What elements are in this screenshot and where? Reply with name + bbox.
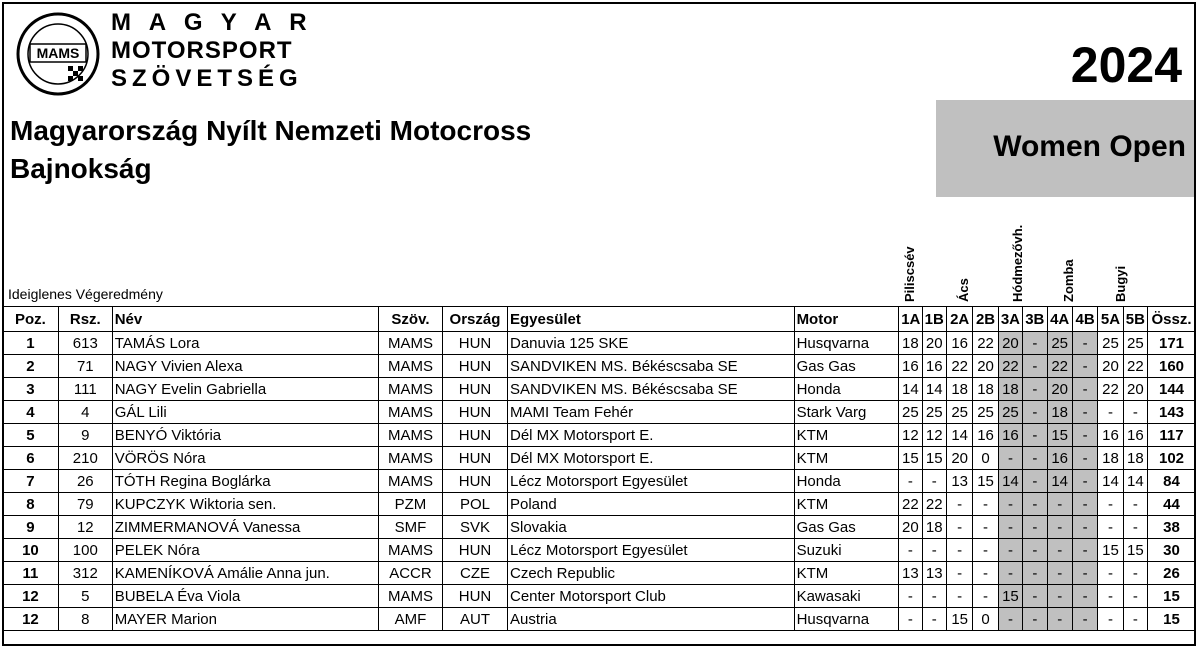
score-cell: 16	[998, 424, 1022, 447]
score-cell: 14	[1047, 470, 1072, 493]
score-cell: 20	[973, 355, 998, 378]
score-cell: 16	[946, 332, 972, 355]
table-row	[3, 401, 1196, 424]
table-row	[3, 516, 1196, 539]
number-cell: 8	[58, 608, 112, 631]
total-cell: 26	[1148, 562, 1196, 585]
club-cell: Czech Republic	[508, 562, 795, 585]
score-cell: -	[899, 539, 922, 562]
score-cell: -	[1023, 355, 1047, 378]
federation-cell: AMF	[378, 608, 442, 631]
col-fed: Szöv.	[378, 307, 442, 332]
score-cell: 15	[922, 447, 946, 470]
title-line-2: Bajnokság	[10, 153, 152, 184]
score-cell: -	[1047, 493, 1072, 516]
total-cell: 117	[1148, 424, 1196, 447]
score-cell: -	[1123, 562, 1147, 585]
header-row	[3, 307, 1196, 332]
score-cell: -	[1047, 585, 1072, 608]
score-cell: 16	[1123, 424, 1147, 447]
org-name	[111, 9, 313, 93]
score-cell: -	[1123, 493, 1147, 516]
federation-cell: MAMS	[378, 332, 442, 355]
score-cell: 16	[973, 424, 998, 447]
pos-cell: 10	[3, 539, 59, 562]
score-cell: -	[899, 470, 922, 493]
score-cell: -	[1047, 539, 1072, 562]
number-cell: 210	[58, 447, 112, 470]
score-cell: -	[998, 608, 1022, 631]
federation-cell: MAMS	[378, 424, 442, 447]
name-cell: KUPCZYK Wiktoria sen.	[112, 493, 378, 516]
motor-cell: Husqvarna	[794, 608, 899, 631]
score-cell: -	[1098, 608, 1123, 631]
score-cell: -	[1072, 608, 1097, 631]
score-cell: -	[922, 470, 946, 493]
score-cell: -	[1072, 585, 1097, 608]
table-row	[3, 470, 1196, 493]
col-2b: 2B	[973, 307, 998, 332]
score-cell: -	[946, 493, 972, 516]
score-cell: 25	[1047, 332, 1072, 355]
score-cell: -	[973, 585, 998, 608]
score-cell: 25	[922, 401, 946, 424]
score-cell: 20	[1047, 378, 1072, 401]
score-cell: 12	[899, 424, 922, 447]
status-label: Ideiglenes Végeredmény	[8, 286, 163, 302]
pos-cell: 4	[3, 401, 59, 424]
score-cell: -	[1123, 401, 1147, 424]
score-cell: -	[922, 585, 946, 608]
col-num: Rsz.	[58, 307, 112, 332]
club-cell: Danuvia 125 SKE	[508, 332, 795, 355]
score-cell: -	[1072, 424, 1097, 447]
championship-title	[10, 112, 531, 188]
score-cell: -	[1023, 562, 1047, 585]
title-line-1: Magyarország Nyílt Nemzeti Motocross	[10, 115, 532, 146]
score-cell: -	[946, 516, 972, 539]
score-cell: 14	[899, 378, 922, 401]
score-cell: 22	[946, 355, 972, 378]
total-cell: 30	[1148, 539, 1196, 562]
score-cell: 20	[998, 332, 1022, 355]
score-cell: -	[973, 539, 998, 562]
score-cell: 14	[922, 378, 946, 401]
pos-cell: 5	[3, 424, 59, 447]
score-cell: 22	[899, 493, 922, 516]
score-cell: -	[1023, 516, 1047, 539]
country-cell: HUN	[442, 355, 507, 378]
score-cell: 22	[973, 332, 998, 355]
col-5a: 5A	[1098, 307, 1123, 332]
total-cell: 160	[1148, 355, 1196, 378]
score-cell: -	[1023, 470, 1047, 493]
score-cell: 20	[922, 332, 946, 355]
federation-cell: MAMS	[378, 401, 442, 424]
club-cell: Austria	[508, 608, 795, 631]
score-cell: 12	[922, 424, 946, 447]
col-2a: 2A	[946, 307, 972, 332]
table-row	[3, 355, 1196, 378]
motor-cell: KTM	[794, 424, 899, 447]
table-row	[3, 332, 1196, 355]
motor-cell: KTM	[794, 562, 899, 585]
score-cell: 20	[899, 516, 922, 539]
score-cell: -	[1023, 378, 1047, 401]
table-row	[3, 378, 1196, 401]
country-cell: HUN	[442, 424, 507, 447]
score-cell: 0	[973, 447, 998, 470]
score-cell: -	[998, 562, 1022, 585]
club-cell: Dél MX Motorsport E.	[508, 447, 795, 470]
score-cell: 14	[1123, 470, 1147, 493]
total-cell: 44	[1148, 493, 1196, 516]
col-club: Egyesület	[508, 307, 795, 332]
col-country: Ország	[442, 307, 507, 332]
score-cell: -	[1123, 516, 1147, 539]
score-cell: 15	[1047, 424, 1072, 447]
total-cell: 84	[1148, 470, 1196, 493]
score-cell: -	[899, 585, 922, 608]
score-cell: 14	[998, 470, 1022, 493]
score-cell: -	[946, 539, 972, 562]
score-cell: -	[1072, 401, 1097, 424]
score-cell: 0	[973, 608, 998, 631]
score-cell: 13	[922, 562, 946, 585]
score-cell: 18	[946, 378, 972, 401]
pos-cell: 2	[3, 355, 59, 378]
name-cell: BENYÓ Viktória	[112, 424, 378, 447]
name-cell: TÓTH Regina Boglárka	[112, 470, 378, 493]
name-cell: PELEK Nóra	[112, 539, 378, 562]
score-cell: -	[1023, 493, 1047, 516]
score-cell: -	[1072, 378, 1097, 401]
score-cell: -	[1047, 608, 1072, 631]
name-cell: NAGY Vivien Alexa	[112, 355, 378, 378]
venue-4: Zomba	[1061, 259, 1076, 302]
country-cell: HUN	[442, 447, 507, 470]
pos-cell: 12	[3, 608, 59, 631]
score-cell: -	[1072, 355, 1097, 378]
score-cell: -	[1098, 493, 1123, 516]
federation-cell: SMF	[378, 516, 442, 539]
col-name: Név	[112, 307, 378, 332]
score-cell: -	[1072, 470, 1097, 493]
pos-cell: 11	[3, 562, 59, 585]
country-cell: HUN	[442, 539, 507, 562]
country-cell: HUN	[442, 470, 507, 493]
club-cell: SANDVIKEN MS. Békéscsaba SE	[508, 355, 795, 378]
name-cell: MAYER Marion	[112, 608, 378, 631]
club-cell: Center Motorsport Club	[508, 585, 795, 608]
score-cell: -	[1023, 332, 1047, 355]
venue-1: Piliscsév	[902, 246, 917, 302]
score-cell: 25	[946, 401, 972, 424]
org-line-3: SZÖVETSÉG	[111, 65, 303, 92]
score-cell: -	[998, 447, 1022, 470]
pos-cell: 3	[3, 378, 59, 401]
federation-cell: MAMS	[378, 585, 442, 608]
score-cell: 13	[899, 562, 922, 585]
col-1a: 1A	[899, 307, 922, 332]
number-cell: 613	[58, 332, 112, 355]
col-4b: 4B	[1072, 307, 1097, 332]
score-cell: -	[1098, 516, 1123, 539]
table-row	[3, 424, 1196, 447]
club-cell: Poland	[508, 493, 795, 516]
score-cell: 22	[1098, 378, 1123, 401]
score-cell: -	[973, 493, 998, 516]
score-cell: -	[1072, 447, 1097, 470]
federation-cell: MAMS	[378, 470, 442, 493]
name-cell: BUBELA Éva Viola	[112, 585, 378, 608]
motor-cell: Kawasaki	[794, 585, 899, 608]
pos-cell: 6	[3, 447, 59, 470]
score-cell: 16	[922, 355, 946, 378]
score-cell: -	[946, 585, 972, 608]
total-cell: 15	[1148, 585, 1196, 608]
country-cell: HUN	[442, 378, 507, 401]
year: 2024	[1070, 37, 1182, 93]
col-3b: 3B	[1023, 307, 1047, 332]
score-cell: -	[1072, 539, 1097, 562]
score-cell: 18	[998, 378, 1022, 401]
score-cell: 20	[1098, 355, 1123, 378]
name-cell: ZIMMERMANOVÁ Vanessa	[112, 516, 378, 539]
score-cell: -	[1023, 424, 1047, 447]
score-cell: 18	[899, 332, 922, 355]
score-cell: 15	[899, 447, 922, 470]
mams-logo	[12, 10, 104, 98]
score-cell: 14	[946, 424, 972, 447]
score-cell: -	[1123, 608, 1147, 631]
table-row	[3, 562, 1196, 585]
table-row	[3, 608, 1196, 631]
score-cell: -	[1098, 401, 1123, 424]
score-cell: -	[998, 516, 1022, 539]
motor-cell: Honda	[794, 470, 899, 493]
score-cell: 22	[998, 355, 1022, 378]
country-cell: POL	[442, 493, 507, 516]
score-cell: 15	[946, 608, 972, 631]
name-cell: KAMENÍKOVÁ Amálie Anna jun.	[112, 562, 378, 585]
score-cell: 15	[998, 585, 1022, 608]
number-cell: 79	[58, 493, 112, 516]
score-cell: -	[1072, 332, 1097, 355]
total-cell: 143	[1148, 401, 1196, 424]
score-cell: 22	[1123, 355, 1147, 378]
score-cell: 25	[1098, 332, 1123, 355]
pos-cell: 7	[3, 470, 59, 493]
score-cell: -	[1072, 516, 1097, 539]
score-cell: -	[973, 562, 998, 585]
score-cell: -	[1098, 585, 1123, 608]
motor-cell: Honda	[794, 378, 899, 401]
club-cell: Lécz Motorsport Egyesület	[508, 539, 795, 562]
logo-text: MAMS	[36, 45, 80, 61]
venue-2: Ács	[956, 278, 971, 302]
number-cell: 26	[58, 470, 112, 493]
venue-5: Bugyi	[1113, 265, 1128, 302]
col-motor: Motor	[794, 307, 899, 332]
motor-cell: Stark Varg	[794, 401, 899, 424]
score-cell: -	[922, 608, 946, 631]
category-box	[936, 100, 1194, 197]
score-cell: -	[1023, 585, 1047, 608]
score-cell: -	[1023, 539, 1047, 562]
pos-cell: 12	[3, 585, 59, 608]
score-cell: 22	[1047, 355, 1072, 378]
score-cell: 15	[1123, 539, 1147, 562]
results-table	[2, 306, 1196, 631]
motor-cell: KTM	[794, 493, 899, 516]
score-cell: 18	[1047, 401, 1072, 424]
results-body	[3, 332, 1196, 631]
score-cell: -	[899, 608, 922, 631]
club-cell: SANDVIKEN MS. Békéscsaba SE	[508, 378, 795, 401]
total-cell: 144	[1148, 378, 1196, 401]
score-cell: 13	[946, 470, 972, 493]
col-5b: 5B	[1123, 307, 1147, 332]
col-total: Össz.	[1148, 307, 1196, 332]
score-cell: 22	[922, 493, 946, 516]
name-cell: VÖRÖS Nóra	[112, 447, 378, 470]
col-3a: 3A	[998, 307, 1022, 332]
score-cell: -	[1047, 516, 1072, 539]
federation-cell: MAMS	[378, 378, 442, 401]
federation-cell: MAMS	[378, 447, 442, 470]
score-cell: 18	[1098, 447, 1123, 470]
club-cell: Slovakia	[508, 516, 795, 539]
pos-cell: 1	[3, 332, 59, 355]
score-cell: 15	[1098, 539, 1123, 562]
score-cell: 16	[899, 355, 922, 378]
score-cell: -	[1072, 493, 1097, 516]
country-cell: AUT	[442, 608, 507, 631]
score-cell: -	[1123, 585, 1147, 608]
club-cell: Dél MX Motorsport E.	[508, 424, 795, 447]
pos-cell: 8	[3, 493, 59, 516]
table-row	[3, 447, 1196, 470]
col-pos: Poz.	[3, 307, 59, 332]
number-cell: 312	[58, 562, 112, 585]
score-cell: -	[998, 539, 1022, 562]
motor-cell: Husqvarna	[794, 332, 899, 355]
score-cell: 25	[973, 401, 998, 424]
col-4a: 4A	[1047, 307, 1072, 332]
score-cell: 25	[899, 401, 922, 424]
country-cell: SVK	[442, 516, 507, 539]
org-line-2: MOTORSPORT	[111, 37, 293, 64]
total-cell: 15	[1148, 608, 1196, 631]
number-cell: 5	[58, 585, 112, 608]
score-cell: 20	[1123, 378, 1147, 401]
table-row	[3, 539, 1196, 562]
table-row	[3, 493, 1196, 516]
federation-cell: MAMS	[378, 355, 442, 378]
motor-cell: Gas Gas	[794, 355, 899, 378]
club-cell: Lécz Motorsport Egyesület	[508, 470, 795, 493]
country-cell: HUN	[442, 332, 507, 355]
name-cell: TAMÁS Lora	[112, 332, 378, 355]
score-cell: 16	[1047, 447, 1072, 470]
col-1b: 1B	[922, 307, 946, 332]
score-cell: 18	[1123, 447, 1147, 470]
score-cell: 25	[998, 401, 1022, 424]
motor-cell: Suzuki	[794, 539, 899, 562]
club-cell: MAMI Team Fehér	[508, 401, 795, 424]
score-cell: 20	[946, 447, 972, 470]
score-cell: -	[1023, 447, 1047, 470]
name-cell: NAGY Evelin Gabriella	[112, 378, 378, 401]
score-cell: -	[1023, 401, 1047, 424]
score-cell: -	[1023, 608, 1047, 631]
number-cell: 111	[58, 378, 112, 401]
federation-cell: ACCR	[378, 562, 442, 585]
country-cell: CZE	[442, 562, 507, 585]
score-cell: -	[1047, 562, 1072, 585]
motor-cell: KTM	[794, 447, 899, 470]
total-cell: 38	[1148, 516, 1196, 539]
number-cell: 100	[58, 539, 112, 562]
category-label: Women Open	[993, 130, 1186, 163]
score-cell: 15	[973, 470, 998, 493]
pos-cell: 9	[3, 516, 59, 539]
table-row	[3, 585, 1196, 608]
score-cell: -	[1098, 562, 1123, 585]
score-cell: -	[973, 516, 998, 539]
venue-3: Hódmezővh.	[1010, 224, 1025, 302]
number-cell: 71	[58, 355, 112, 378]
score-cell: -	[922, 539, 946, 562]
federation-cell: PZM	[378, 493, 442, 516]
org-line-1: M A G Y A R	[111, 9, 313, 36]
country-cell: HUN	[442, 585, 507, 608]
score-cell: 14	[1098, 470, 1123, 493]
total-cell: 171	[1148, 332, 1196, 355]
score-cell: 16	[1098, 424, 1123, 447]
total-cell: 102	[1148, 447, 1196, 470]
motor-cell: Gas Gas	[794, 516, 899, 539]
score-cell: -	[1072, 562, 1097, 585]
score-cell: 18	[922, 516, 946, 539]
score-cell: -	[998, 493, 1022, 516]
federation-cell: MAMS	[378, 539, 442, 562]
name-cell: GÁL Lili	[112, 401, 378, 424]
score-cell: 25	[1123, 332, 1147, 355]
number-cell: 4	[58, 401, 112, 424]
country-cell: HUN	[442, 401, 507, 424]
number-cell: 12	[58, 516, 112, 539]
number-cell: 9	[58, 424, 112, 447]
score-cell: 18	[973, 378, 998, 401]
score-cell: -	[946, 562, 972, 585]
